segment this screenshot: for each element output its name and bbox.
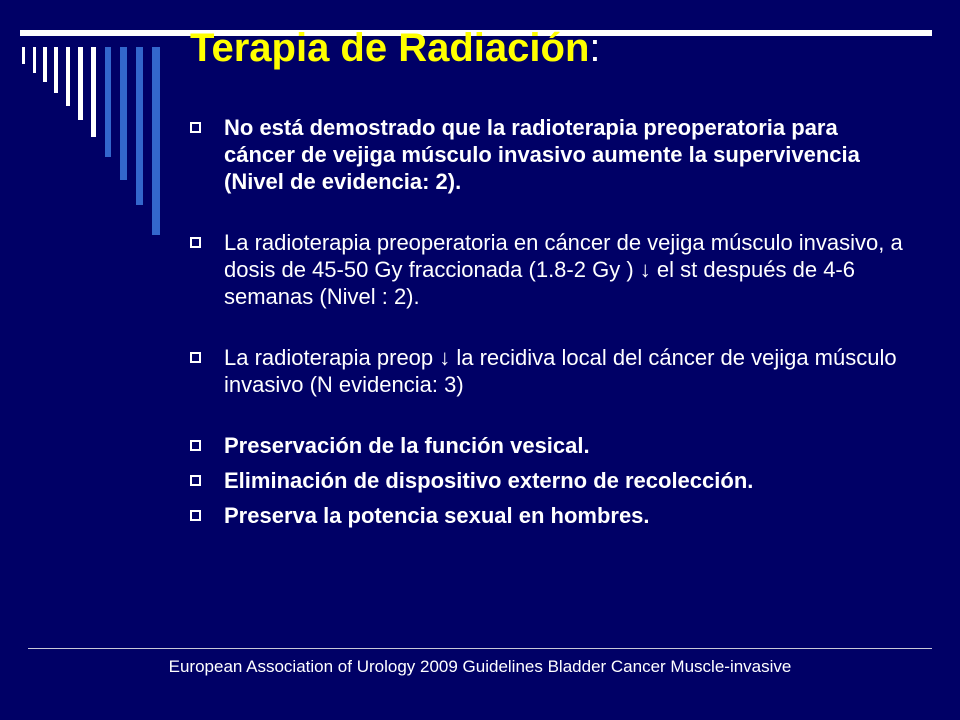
bullet-text: Preserva la potencia sexual en hombres.: [224, 503, 650, 528]
deco-bar: [66, 47, 70, 106]
deco-bar: [91, 47, 96, 137]
deco-bar: [136, 47, 143, 205]
slide-title-colon: :: [589, 26, 601, 70]
bullet-item: [188, 502, 908, 529]
deco-bar: [105, 47, 111, 157]
hollow-square-bullet-icon: [190, 352, 201, 363]
deco-bar: [54, 47, 58, 93]
bullet-text: La radioterapia preop ↓ la recidiva local del cáncer de vejiga músculo invasivo (N evidencia: 3): [224, 345, 897, 397]
deco-bar: [152, 47, 160, 235]
hollow-square-bullet-icon: [190, 237, 201, 248]
bullet-item: [188, 229, 908, 310]
deco-bar: [43, 47, 47, 82]
bullet-list: [188, 114, 908, 529]
bullet-text: Eliminación de dispositivo externo de recolección.: [224, 468, 754, 493]
bullet-item: [188, 344, 908, 398]
bullet-text: La radioterapia preoperatoria en cáncer de vejiga músculo invasivo, a dosis de 45-50 Gy fraccionada (1.8-2 Gy ) ↓ el st después de 4-6 semanas (Nivel : 2).: [224, 230, 903, 309]
bullet-item: [188, 467, 908, 494]
decorative-bars: [0, 0, 200, 250]
hollow-square-bullet-icon: [190, 510, 201, 521]
footer-citation: European Association of Urology 2009 Guidelines Bladder Cancer Muscle-invasive: [168, 657, 792, 676]
deco-bar: [22, 47, 25, 64]
deco-bar: [78, 47, 83, 120]
bullet-text: Preservación de la función vesical.: [224, 433, 590, 458]
bullet-item: [188, 432, 908, 459]
hollow-square-bullet-icon: [190, 475, 201, 486]
deco-bar: [33, 47, 36, 73]
deco-bar: [120, 47, 127, 180]
bullet-item: [188, 114, 908, 195]
hollow-square-bullet-icon: [190, 440, 201, 451]
hollow-square-bullet-icon: [190, 122, 201, 133]
bottom-rule: [28, 648, 932, 649]
slide-title-text: Terapia de Radiación: [190, 26, 590, 70]
slide-title: [190, 24, 601, 72]
bullet-text: No está demostrado que la radioterapia preoperatoria para cáncer de vejiga músculo invasivo aumente la supervivencia (Nivel de evidencia: 2).: [224, 115, 860, 194]
